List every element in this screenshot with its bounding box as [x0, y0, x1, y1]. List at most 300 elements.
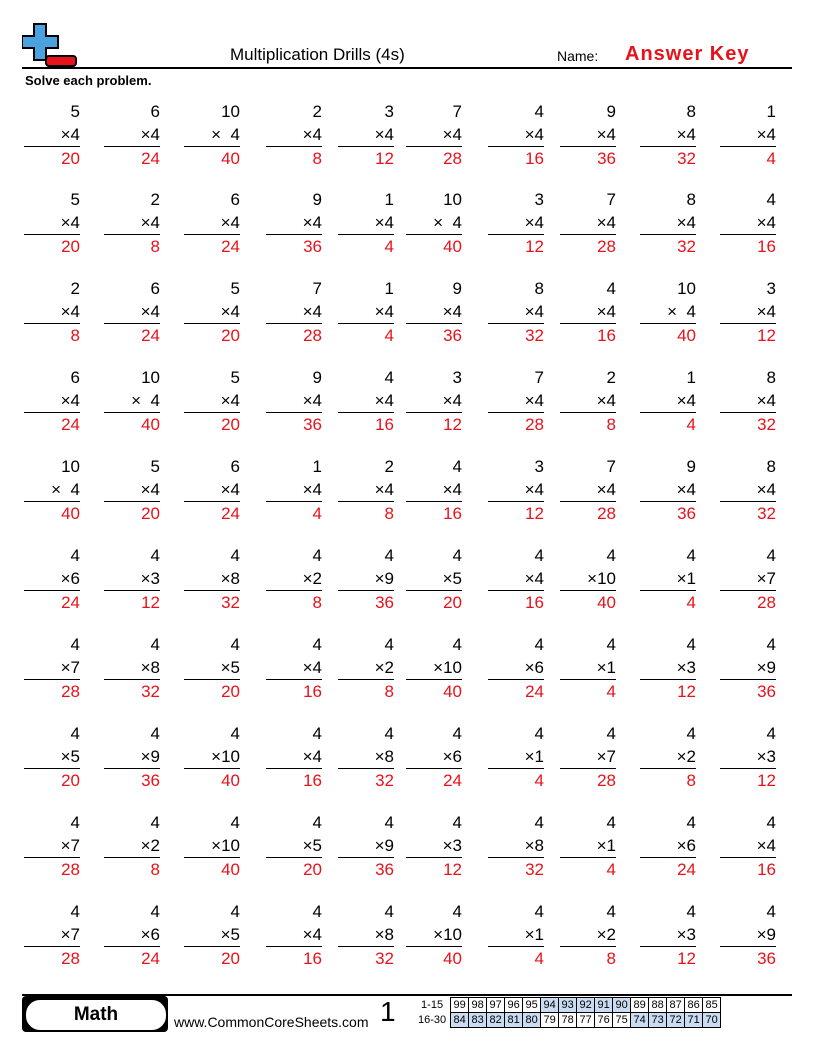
problem-answer: 40: [141, 415, 160, 434]
problem-answer: 32: [677, 237, 696, 256]
problem: [720, 722, 776, 792]
problem-multiplicand: 6: [230, 190, 240, 209]
problem-multiplicand: 4: [452, 635, 462, 654]
score-cell: 82: [487, 1013, 505, 1028]
problem-answer: 4: [384, 326, 394, 345]
problem: [640, 900, 696, 970]
problem-multiplicand: 5: [70, 102, 80, 121]
problem-answer: 36: [375, 593, 394, 612]
problem: [266, 455, 322, 525]
problem-multiplier: ×4: [338, 478, 394, 502]
problem: [104, 366, 160, 436]
score-cell: 70: [703, 1013, 721, 1028]
problem: [184, 544, 240, 614]
problem-answer: 36: [757, 949, 776, 968]
problem-multiplicand: 4: [686, 635, 696, 654]
problem: [184, 722, 240, 792]
problem-multiplicand: 4: [766, 724, 776, 743]
problem-answer: 8: [150, 860, 160, 879]
problem-multiplicand: 9: [312, 368, 322, 387]
problem-multiplier: ×4: [560, 478, 616, 502]
problem-answer: 4: [766, 149, 776, 168]
problem-multiplicand: 6: [70, 368, 80, 387]
problem-multiplier: ×9: [338, 834, 394, 858]
score-cell: 83: [469, 1013, 487, 1028]
problem-answer: 24: [141, 326, 160, 345]
score-cell: 85: [703, 998, 721, 1013]
score-cell: 95: [523, 998, 541, 1013]
problem-multiplicand: 3: [534, 457, 544, 476]
problem-answer: 36: [141, 771, 160, 790]
problem-multiplier: ×4: [266, 300, 322, 324]
problem: [104, 722, 160, 792]
problem-multiplier: ×7: [24, 656, 80, 680]
problem: [560, 722, 616, 792]
problem-multiplier: ×4: [640, 478, 696, 502]
problem: [488, 455, 544, 525]
problem: [104, 100, 160, 170]
problem-multiplicand: 2: [150, 190, 160, 209]
problem-multiplier: ×1: [488, 923, 544, 947]
score-cell: 74: [631, 1013, 649, 1028]
problem-multiplicand: 9: [686, 457, 696, 476]
problem-answer: 40: [597, 593, 616, 612]
score-cell: 73: [649, 1013, 667, 1028]
problem: [338, 188, 394, 258]
problem: [266, 900, 322, 970]
problem-multiplier: ×5: [184, 656, 240, 680]
problem-multiplier: ×4: [720, 834, 776, 858]
score-cell: 80: [523, 1013, 541, 1028]
problem-answer: 28: [525, 415, 544, 434]
problem-multiplier: ×2: [266, 567, 322, 591]
problem-multiplicand: 4: [452, 902, 462, 921]
problem-multiplier: ×4: [488, 123, 544, 147]
problem-multiplicand: 4: [606, 635, 616, 654]
problem-multiplicand: 4: [384, 368, 394, 387]
problem-answer: 24: [221, 237, 240, 256]
problem-multiplier: ×4: [720, 300, 776, 324]
score-cell: 75: [613, 1013, 631, 1028]
problem-multiplicand: 4: [150, 546, 160, 565]
problem: [488, 633, 544, 703]
problem: [338, 900, 394, 970]
problem-multiplicand: 4: [312, 635, 322, 654]
problem: [488, 544, 544, 614]
problem-multiplier: ×4: [338, 389, 394, 413]
problem-multiplicand: 4: [534, 635, 544, 654]
problem-multiplier: ×2: [338, 656, 394, 680]
problem: [266, 811, 322, 881]
problem-multiplicand: 4: [384, 724, 394, 743]
problem-answer: 32: [525, 326, 544, 345]
problem: [338, 544, 394, 614]
score-cell: 90: [613, 998, 631, 1013]
problem-answer: 8: [70, 326, 80, 345]
problem-answer: 4: [312, 504, 322, 523]
problem-multiplier: ×3: [640, 923, 696, 947]
score-cell: 81: [505, 1013, 523, 1028]
score-table: [416, 997, 721, 1028]
problem-answer: 32: [375, 771, 394, 790]
problem: [104, 277, 160, 347]
problem: [560, 100, 616, 170]
problem-multiplier: ×3: [406, 834, 462, 858]
problem-multiplicand: 4: [150, 813, 160, 832]
problem-multiplicand: 4: [230, 635, 240, 654]
problem-multiplicand: 4: [766, 813, 776, 832]
problem-answer: 28: [597, 237, 616, 256]
problem: [488, 811, 544, 881]
problem-multiplier: ×1: [640, 567, 696, 591]
problem-answer: 12: [677, 682, 696, 701]
problem-multiplier: ×10: [184, 834, 240, 858]
problem-multiplicand: 4: [230, 813, 240, 832]
problem-multiplier: ×6: [406, 745, 462, 769]
problem-multiplicand: 4: [606, 279, 616, 298]
problem: [24, 455, 80, 525]
problem-multiplicand: 10: [221, 102, 240, 121]
problem-multiplier: ×7: [24, 923, 80, 947]
problem: [24, 366, 80, 436]
problem-multiplicand: 4: [534, 902, 544, 921]
problem-multiplier: ×4: [338, 123, 394, 147]
problem-multiplier: × 4: [184, 123, 240, 147]
problem-multiplicand: 4: [70, 813, 80, 832]
problem-multiplier: ×4: [488, 478, 544, 502]
problem-answer: 20: [141, 504, 160, 523]
problem-multiplier: ×4: [24, 389, 80, 413]
problem: [640, 366, 696, 436]
problem-answer: 24: [221, 504, 240, 523]
problem: [560, 811, 616, 881]
problem-answer: 40: [443, 682, 462, 701]
score-cell: 76: [595, 1013, 613, 1028]
problem: [640, 100, 696, 170]
problem-multiplicand: 4: [452, 724, 462, 743]
problem: [406, 455, 462, 525]
problem: [560, 544, 616, 614]
problem-multiplicand: 1: [686, 368, 696, 387]
problem: [338, 811, 394, 881]
problem-answer: 16: [597, 326, 616, 345]
problem-multiplicand: 5: [150, 457, 160, 476]
page-number: 1: [380, 996, 396, 1027]
problem-answer: 20: [443, 593, 462, 612]
problem-answer: 28: [443, 149, 462, 168]
problem: [338, 277, 394, 347]
problem: [104, 811, 160, 881]
problem-multiplicand: 4: [312, 902, 322, 921]
problem-multiplier: ×4: [266, 478, 322, 502]
score-cell: 98: [469, 998, 487, 1013]
problem-multiplier: ×4: [406, 478, 462, 502]
problem: [104, 188, 160, 258]
problem-multiplier: ×8: [338, 745, 394, 769]
problem-multiplier: ×4: [266, 211, 322, 235]
problem-multiplier: ×4: [720, 389, 776, 413]
problem-answer: 32: [141, 682, 160, 701]
score-cell: 88: [649, 998, 667, 1013]
problem-multiplicand: 4: [384, 635, 394, 654]
problem-answer: 24: [141, 149, 160, 168]
problem-answer: 8: [312, 593, 322, 612]
problem-multiplicand: 6: [150, 102, 160, 121]
score-row: [416, 998, 721, 1013]
problem-answer: 24: [61, 593, 80, 612]
problem-multiplier: ×5: [24, 745, 80, 769]
problem: [488, 100, 544, 170]
problem-multiplier: ×9: [338, 567, 394, 591]
worksheet-title: Multiplication Drills (4s): [230, 45, 405, 64]
problem-multiplier: ×4: [560, 300, 616, 324]
problem-answer: 16: [303, 771, 322, 790]
answer-key-label: Answer Key: [625, 43, 750, 65]
problem-answer: 8: [606, 949, 616, 968]
problem-multiplier: ×9: [720, 656, 776, 680]
problem-answer: 36: [443, 326, 462, 345]
problem-multiplicand: 4: [766, 546, 776, 565]
problem: [406, 188, 462, 258]
problem-multiplier: ×9: [720, 923, 776, 947]
problem-multiplicand: 6: [230, 457, 240, 476]
problem-multiplier: ×1: [560, 834, 616, 858]
problem-multiplier: ×6: [24, 567, 80, 591]
problem-answer: 32: [757, 415, 776, 434]
problem: [184, 188, 240, 258]
problem-answer: 28: [757, 593, 776, 612]
problem-answer: 8: [384, 682, 394, 701]
problem-multiplicand: 4: [606, 546, 616, 565]
score-cell: 91: [595, 998, 613, 1013]
header-divider: [22, 67, 792, 69]
problem-answer: 28: [61, 860, 80, 879]
problem-multiplicand: 8: [686, 102, 696, 121]
problem: [266, 633, 322, 703]
problem-multiplier: ×4: [488, 211, 544, 235]
problem-multiplicand: 4: [534, 724, 544, 743]
problem-multiplier: ×4: [338, 300, 394, 324]
problem-multiplicand: 4: [452, 546, 462, 565]
problem-multiplier: ×4: [406, 389, 462, 413]
problem-answer: 20: [61, 771, 80, 790]
problem-answer: 28: [61, 949, 80, 968]
problem: [720, 100, 776, 170]
problem-multiplicand: 4: [70, 902, 80, 921]
problem: [560, 455, 616, 525]
problem-multiplicand: 4: [534, 546, 544, 565]
problem-answer: 4: [534, 771, 544, 790]
problem-answer: 28: [61, 682, 80, 701]
problem-multiplicand: 4: [230, 546, 240, 565]
problem-answer: 32: [221, 593, 240, 612]
problem-multiplier: ×4: [184, 478, 240, 502]
problem-multiplicand: 4: [384, 546, 394, 565]
problem-answer: 24: [61, 415, 80, 434]
problem-answer: 12: [375, 149, 394, 168]
problem: [720, 633, 776, 703]
problem-multiplicand: 3: [766, 279, 776, 298]
problem: [640, 722, 696, 792]
problem-multiplicand: 3: [384, 102, 394, 121]
problem-multiplicand: 9: [452, 279, 462, 298]
problem-answer: 36: [757, 682, 776, 701]
problem-multiplier: ×5: [266, 834, 322, 858]
problem-multiplier: ×4: [640, 211, 696, 235]
problem: [640, 633, 696, 703]
problem: [266, 544, 322, 614]
problem-multiplicand: 2: [606, 368, 616, 387]
problem-answer: 8: [686, 771, 696, 790]
problem: [266, 100, 322, 170]
problem-answer: 36: [375, 860, 394, 879]
problem-multiplier: ×4: [266, 923, 322, 947]
problem: [560, 633, 616, 703]
problem-multiplier: × 4: [104, 389, 160, 413]
score-cell: 77: [577, 1013, 595, 1028]
problem: [560, 188, 616, 258]
score-row-label: 16-30: [418, 1014, 447, 1026]
problem-answer: 16: [303, 682, 322, 701]
problem: [560, 277, 616, 347]
score-cell: 79: [541, 1013, 559, 1028]
problem-multiplier: ×4: [184, 389, 240, 413]
problem-answer: 40: [61, 504, 80, 523]
problem: [24, 544, 80, 614]
problem-answer: 4: [606, 860, 616, 879]
problem-answer: 32: [525, 860, 544, 879]
problem-multiplicand: 9: [606, 102, 616, 121]
problem-multiplicand: 9: [312, 190, 322, 209]
problem-multiplicand: 1: [384, 190, 394, 209]
problem-multiplicand: 7: [606, 457, 616, 476]
problem: [640, 188, 696, 258]
problem: [24, 811, 80, 881]
problem-answer: 20: [61, 237, 80, 256]
problem-answer: 36: [677, 504, 696, 523]
problem-multiplicand: 5: [230, 368, 240, 387]
score-cell: 97: [487, 998, 505, 1013]
problem-answer: 28: [597, 504, 616, 523]
problem-multiplier: ×4: [406, 300, 462, 324]
problem-multiplicand: 3: [452, 368, 462, 387]
score-cell: 84: [451, 1013, 469, 1028]
problem-multiplicand: 10: [141, 368, 160, 387]
problem-multiplicand: 4: [606, 724, 616, 743]
problem-multiplicand: 2: [312, 102, 322, 121]
problem-multiplier: ×4: [266, 745, 322, 769]
problem-multiplicand: 4: [312, 724, 322, 743]
problem-answer: 8: [384, 504, 394, 523]
problem: [406, 633, 462, 703]
problem-multiplier: ×4: [640, 389, 696, 413]
problem: [720, 544, 776, 614]
problem-multiplier: ×4: [488, 567, 544, 591]
problem-answer: 8: [150, 237, 160, 256]
problem-multiplier: × 4: [406, 211, 462, 235]
score-cell: 89: [631, 998, 649, 1013]
problem-answer: 12: [525, 504, 544, 523]
problem-multiplier: ×10: [184, 745, 240, 769]
problem-multiplicand: 4: [312, 813, 322, 832]
problem-multiplier: ×1: [488, 745, 544, 769]
problem-answer: 16: [525, 593, 544, 612]
problem-answer: 20: [61, 149, 80, 168]
problem-answer: 12: [141, 593, 160, 612]
problem-multiplier: ×7: [720, 567, 776, 591]
problem-multiplicand: 4: [70, 546, 80, 565]
problem-multiplier: ×4: [266, 123, 322, 147]
plus-minus-logo-icon: [22, 22, 78, 70]
problem-multiplier: ×4: [560, 211, 616, 235]
problem-multiplicand: 4: [70, 635, 80, 654]
problem-answer: 32: [677, 149, 696, 168]
problem: [640, 811, 696, 881]
problem: [104, 900, 160, 970]
subject-badge: Math: [24, 998, 168, 1032]
problem-multiplier: ×4: [266, 656, 322, 680]
score-row: [416, 1013, 721, 1028]
problem-answer: 24: [443, 771, 462, 790]
problem: [24, 633, 80, 703]
problem-multiplicand: 4: [686, 813, 696, 832]
problem-multiplier: × 4: [640, 300, 696, 324]
problem-multiplicand: 4: [534, 813, 544, 832]
score-cell: 72: [667, 1013, 685, 1028]
problem-multiplicand: 7: [452, 102, 462, 121]
problem: [338, 100, 394, 170]
problem-multiplicand: 4: [384, 902, 394, 921]
problem-multiplier: ×2: [560, 923, 616, 947]
problem-multiplicand: 8: [766, 457, 776, 476]
problem-multiplier: ×4: [24, 123, 80, 147]
problem-answer: 32: [375, 949, 394, 968]
problem-multiplier: ×4: [24, 211, 80, 235]
name-label: Name:: [557, 48, 599, 64]
problem-answer: 40: [443, 237, 462, 256]
problem: [338, 455, 394, 525]
problem-multiplier: ×8: [184, 567, 240, 591]
problem: [266, 366, 322, 436]
score-cell: 86: [685, 998, 703, 1013]
problem-multiplicand: 1: [312, 457, 322, 476]
problem-multiplier: ×8: [488, 834, 544, 858]
problem-multiplier: ×3: [720, 745, 776, 769]
problem: [488, 188, 544, 258]
problem-multiplier: ×4: [488, 300, 544, 324]
problem-multiplier: ×7: [24, 834, 80, 858]
problem: [266, 188, 322, 258]
score-cell: 96: [505, 998, 523, 1013]
problem-multiplier: ×4: [104, 478, 160, 502]
problem-multiplicand: 7: [534, 368, 544, 387]
problem: [488, 277, 544, 347]
problem-multiplicand: 4: [230, 724, 240, 743]
instructions: Solve each problem.: [25, 73, 152, 88]
problem: [488, 722, 544, 792]
problem-multiplicand: 2: [70, 279, 80, 298]
problem-multiplier: ×4: [24, 300, 80, 324]
problem-multiplier: ×4: [488, 389, 544, 413]
problem: [24, 722, 80, 792]
problem-answer: 8: [312, 149, 322, 168]
problem-answer: 40: [221, 149, 240, 168]
score-cell: 94: [541, 998, 559, 1013]
problem-multiplier: ×4: [104, 123, 160, 147]
problem: [184, 455, 240, 525]
problem: [104, 455, 160, 525]
problem-multiplicand: 4: [766, 635, 776, 654]
